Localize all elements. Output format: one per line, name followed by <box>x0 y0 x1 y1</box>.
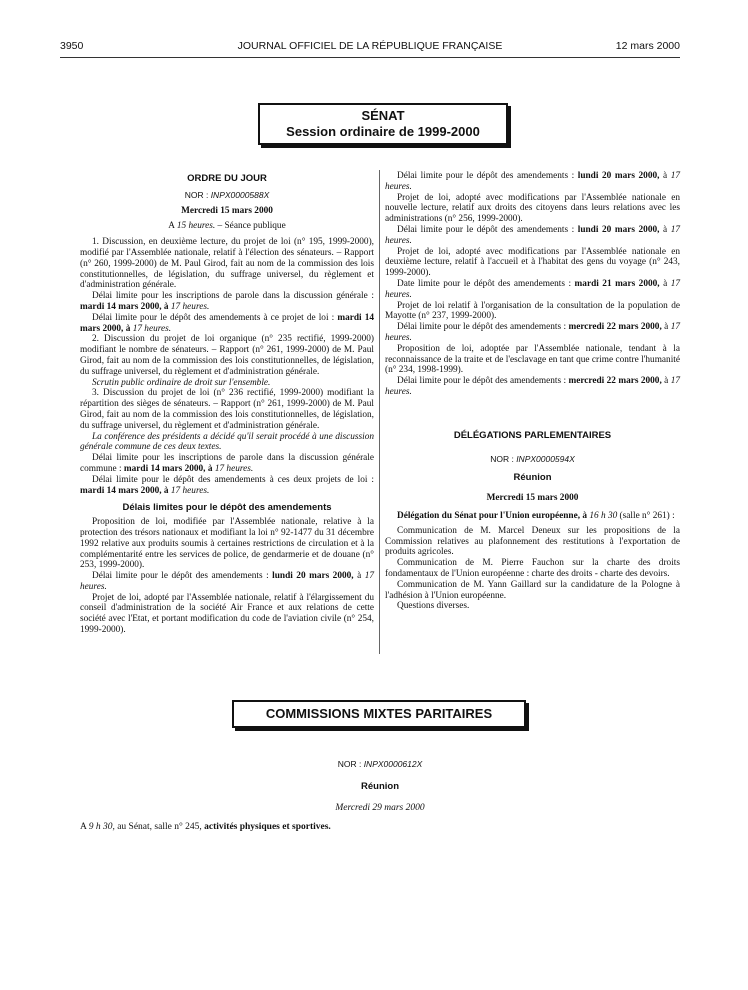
bill-paragraph: Projet de loi, adopté avec modifications par l'Assemblée nationale en nouvelle lecture, relatif aux droits des citoyens dans leurs relations avec les administrations (n° 256, 1999-2000). <box>385 192 680 225</box>
nor-reference: NOR : INPX0000612X <box>337 759 423 769</box>
delegations-heading: DÉLÉGATIONS PARLEMENTAIRES <box>453 429 612 441</box>
header-rule <box>60 57 680 58</box>
bill-paragraph: Projet de loi, adopté par l'Assemblée nationale, relatif à l'élargissement du conseil d'administration de la société Air France et aux relations de cette société avec l'Etat, et portant modification du code de l'aviation civile (n° 254, 1999-2000). <box>80 592 374 636</box>
deadline-paragraph: Délai limite pour le dépôt des amendements : lundi 20 mars 2000, à 17 heures. <box>385 224 680 246</box>
journal-title: JOURNAL OFFICIEL DE LA RÉPUBLIQUE FRANÇAISE <box>237 40 503 52</box>
cmp-date: Mercredi 29 mars 2000 <box>335 803 425 813</box>
senat-title-box <box>258 103 508 145</box>
conference-note: La conférence des présidents a décidé qu'il serait procédé à une discussion générale commune de ces deux textes. <box>80 431 374 453</box>
communication-paragraph: Communication de M. Pierre Fauchon sur la charte des droits fondamentaux de l'Union européenne : charte des droits - charte des devoirs. <box>385 558 680 579</box>
issue-date: 12 mars 2000 <box>615 40 680 52</box>
agenda-item-3: 3. Discussion du projet de loi (n° 236 rectifié, 1999-2000) modifiant la répartition des sièges de sénateurs. – Rapport (n° 261, 1999-2000) de M. Paul Girod, fait au nom de la commission des lois constitutionnelles, de législation, du suffrage universel, du règlement et d'administration générale. <box>80 388 374 431</box>
bill-paragraph: Projet de loi relatif à l'organisation de la consultation de la population de Mayotte (n° 237, 1999-2000). <box>385 300 680 322</box>
bill-paragraph: Proposition de loi, adoptée par l'Assemblée nationale, tendant à la reconnaissance de la traite et de l'esclavage en tant que crime contre l'humanité (n° 234, 1998-1999). <box>385 343 680 376</box>
ordre-du-jour-heading: ORDRE DU JOUR <box>187 173 267 184</box>
questions-diverses: Questions diverses. <box>397 601 470 612</box>
reunion-heading: Réunion <box>513 472 552 484</box>
communication-paragraph: Communication de M. Marcel Deneux sur les propositions de la Commission relatives au plafonnement des restitutions à l'exportation de produits agricoles. <box>385 525 680 558</box>
deadline-paragraph: Délai limite pour le dépôt des amendements : mercredi 22 mars 2000, à 17 heures. <box>385 322 680 343</box>
deadline-paragraph: Date limite pour le dépôt des amendements : mardi 21 mars 2000, à 17 heures. <box>385 278 680 300</box>
agenda-item-1: 1. Discussion, en deuxième lecture, du projet de loi (n° 195, 1999-2000), modifié par l'Assemblée nationale, relatif à l'élection des sénateurs. – Rapport (n° 260, 1999-2000) de M. Paul Girod, fait au nom de la commission des lois constitutionnelles, de législation, du suffrage universel, du règlement et d'administration générale. <box>80 237 374 291</box>
column-divider <box>379 170 380 654</box>
senat-title: SÉNAT <box>361 108 405 123</box>
session-title: Session ordinaire de 1999-2000 <box>286 124 480 139</box>
right-column <box>385 171 680 612</box>
cmp-meeting-line: A 9 h 30, au Sénat, salle n° 245, activités physiques et sportives. <box>80 822 331 832</box>
cmp-reunion-heading: Réunion <box>361 781 399 792</box>
deadline-paragraph: Délai limite pour le dépôt des amendements : lundi 20 mars 2000, à 17 heures. <box>385 171 680 192</box>
reunion-date: Mercredi 15 mars 2000 <box>486 493 579 504</box>
delegation-line: Délégation du Sénat pour l'Union européenne, à 16 h 30 (salle n° 261) : <box>397 510 675 521</box>
page-number: 3950 <box>60 40 84 52</box>
bill-paragraph: Projet de loi, adopté avec modifications par l'Assemblée nationale en deuxième lecture, relatif à l'accueil et à l'habitat des gens du voyage (n° 243, 1999-2000). <box>385 246 680 279</box>
agenda-item-2: 2. Discussion du projet de loi organique (n° 235 rectifié, 1999-2000) modifiant le nombre de sénateurs. – Rapport (n° 261, 1999-2000) de M. Paul Girod, fait au nom de la commission des lois constitutionnelles, de législation, du suffrage universel, du règlement et d'administration générale. <box>80 334 374 377</box>
delais-heading: Délais limites pour le dépôt des amendements <box>122 502 332 514</box>
deadline-paragraph: Délai limite pour le dépôt des amendements : lundi 20 mars 2000, à 17 heures. <box>80 571 374 592</box>
deadline-paragraph: Délai limite pour le dépôt des amendements à ces deux projets de loi : mardi 14 mars 2000, à 17 heures. <box>80 474 374 496</box>
seance-line: A 15 heures. – Séance publique <box>168 221 286 232</box>
cmp-title-box <box>232 700 526 728</box>
bill-paragraph: Proposition de loi, modifiée par l'Assemblée nationale, relative à la protection des trésors nationaux et modifiant la loi n° 92-1477 du 31 décembre 1992 relative aux produits soumis à certaines restrictions de circulation et à la complémentarité entre les services de police, de gendarmerie et de douane (n° 253, 1999-2000). <box>80 517 374 571</box>
left-column <box>80 174 374 636</box>
deadline-paragraph: Délai limite pour les inscriptions de parole dans la discussion générale : mardi 14 mars 2000, à 17 heures. <box>80 291 374 312</box>
deadline-paragraph: Délai limite pour le dépôt des amendements : mercredi 22 mars 2000, à 17 heures. <box>385 376 680 397</box>
deadline-paragraph: Délai limite pour les inscriptions de parole dans la discussion générale commune : mardi 14 mars 2000, à 17 heures. <box>80 453 374 474</box>
communication-paragraph: Communication de M. Yann Gaillard sur la candidature de la Pologne à l'adhésion à l'Union européenne. <box>385 579 680 601</box>
page-header <box>60 40 680 56</box>
nor-reference: NOR : INPX0000588X <box>184 189 270 200</box>
cmp-title: COMMISSIONS MIXTES PARITAIRES <box>265 706 493 721</box>
nor-reference: NOR : INPX0000594X <box>490 453 575 464</box>
scrutin-note: Scrutin public ordinaire de droit sur l'ensemble. <box>92 377 271 388</box>
deadline-paragraph: Délai limite pour le dépôt des amendements à ce projet de loi : mardi 14 mars 2000, à 17 heures. <box>80 312 375 334</box>
session-date: Mercredi 15 mars 2000 <box>181 205 273 216</box>
